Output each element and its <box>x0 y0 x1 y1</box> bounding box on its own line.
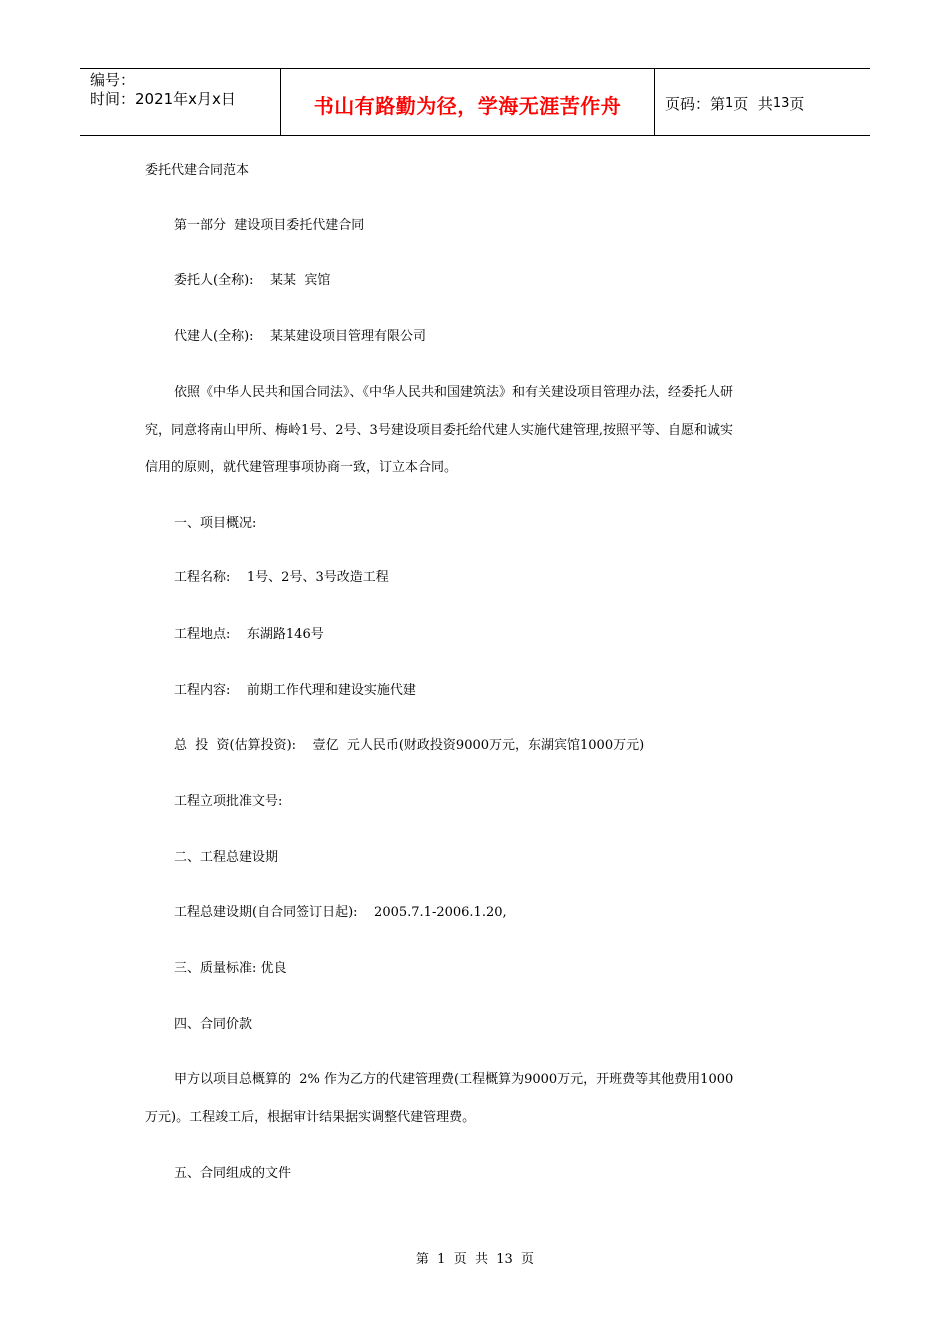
project-site-line: 工程地点: 东湖路146号 <box>174 627 324 642</box>
intro-paragraph-line-2: 究，同意将南山甲所、梅岭1号、2号、3号建设项目委托给代建人实施代建管理,按照平等、自愿和诚实 <box>145 423 733 438</box>
section-3-heading: 三、质量标准: 优良 <box>174 961 287 976</box>
section-4-heading: 四、合同价款 <box>174 1017 253 1032</box>
page-label-suffix: 页 <box>789 94 805 113</box>
header-meta-cell <box>80 69 281 135</box>
agent-line: 代建人(全称): 某某建设项目管理有限公司 <box>174 329 427 344</box>
time-label: 时间：2021年x月x日 <box>90 90 236 108</box>
project-name-line: 工程名称: 1号、2号、3号改造工程 <box>174 570 389 585</box>
page-total: 13 <box>772 95 790 111</box>
project-investment-line: 总 投 资(估算投资): 壹亿 元人民币(财政投资9000万元，东湖宾馆1000万元) <box>174 738 645 753</box>
price-paragraph-line-1: 甲方以项目总概算的 2% 作为乙方的代建管理费(工程概算为9000万元，开班费等其他费用1000 <box>174 1072 734 1087</box>
section-5-heading: 五、合同组成的文件 <box>174 1166 292 1181</box>
header-slogan: 书山有路勤为径，学海无涯苦作舟 <box>313 93 622 118</box>
document-title: 委托代建合同范本 <box>145 163 250 178</box>
intro-paragraph-line-3: 信用的原则，就代建管理事项协商一致，订立本合同。 <box>145 460 458 475</box>
section-2-heading: 二、工程总建设期 <box>174 850 279 865</box>
page-footer: 第 1 页 共 13 页 <box>415 1252 535 1267</box>
number-label: 编号： <box>90 71 136 89</box>
price-paragraph-line-2: 万元)。工程竣工后，根据审计结果据实调整代建管理费。 <box>145 1110 476 1125</box>
header-slogan-cell <box>281 69 655 135</box>
intro-paragraph-line-1: 依照《中华人民共和国合同法》、《中华人民共和国建筑法》和有关建设项目管理办法，经委托人研 <box>174 385 734 400</box>
header-page-cell <box>655 69 870 135</box>
construction-period-line: 工程总建设期(自合同签订日起): 2005.7.1-2006.1.20, <box>174 905 507 920</box>
page-label-middle: 页 共 <box>733 94 773 113</box>
section-1-heading: 一、项目概况: <box>174 516 257 531</box>
part-heading: 第一部分 建设项目委托代建合同 <box>174 218 365 233</box>
project-approval-line: 工程立项批准文号: <box>174 794 283 809</box>
project-content-line: 工程内容: 前期工作代理和建设实施代建 <box>174 683 416 698</box>
principal-line: 委托人(全称): 某某 宾馆 <box>174 273 331 288</box>
page-number: 1 <box>725 95 734 111</box>
page-label-prefix: 页码：第 <box>665 94 726 113</box>
page-header <box>80 68 870 136</box>
